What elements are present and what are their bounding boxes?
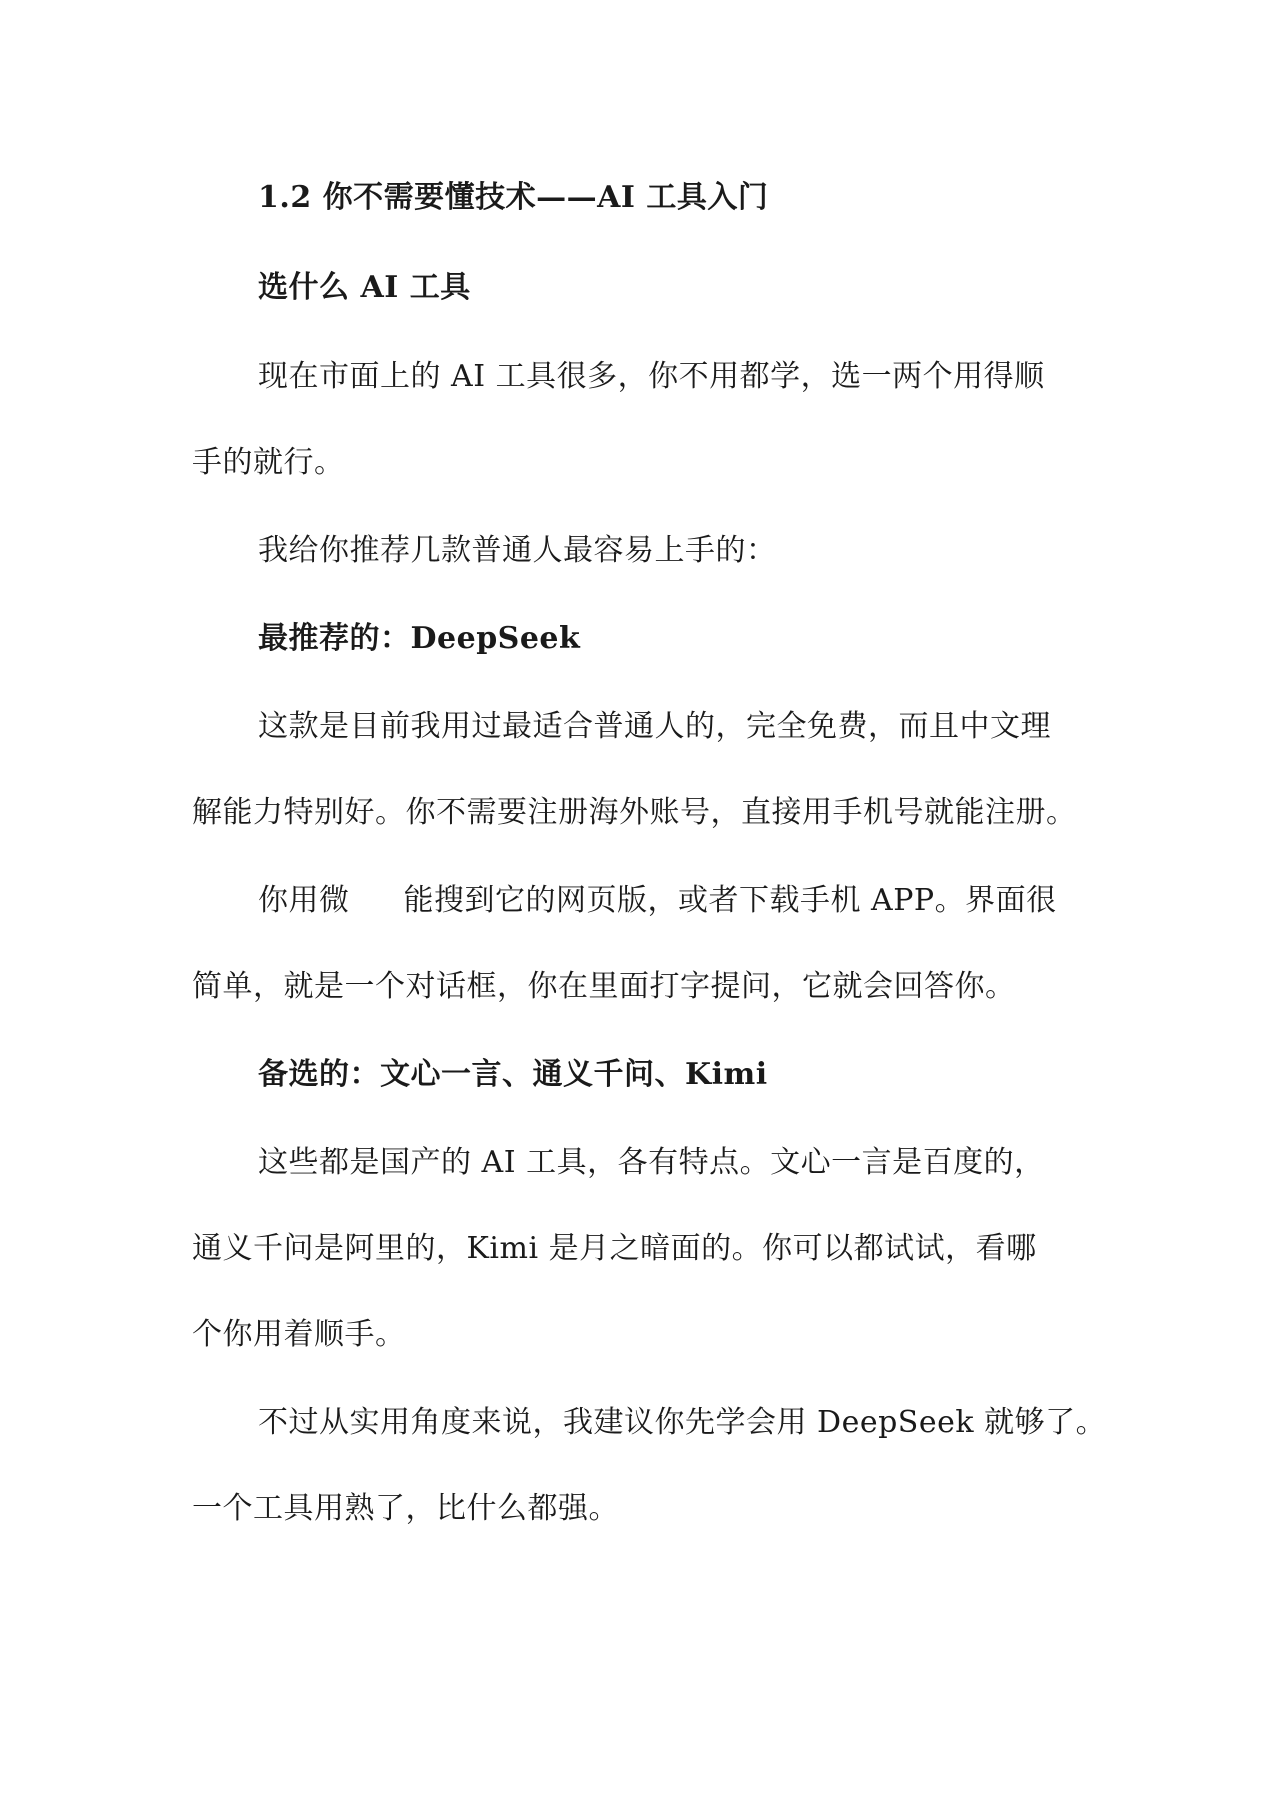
section-title: 1.2 你不需要懂技术——AI 工具入门 bbox=[258, 180, 769, 215]
paragraph-fragment: 你用微 bbox=[258, 883, 350, 918]
paragraph-line: 通义千问是阿里的，Kimi 是月之暗面的。你可以都试试，看哪 bbox=[192, 1231, 1037, 1266]
subheading-recommended: 最推荐的：DeepSeek bbox=[258, 621, 581, 656]
paragraph-line bbox=[258, 881, 1057, 921]
paragraph-line: 手的就行。 bbox=[192, 445, 345, 480]
subheading-choose-tool: 选什么 AI 工具 bbox=[258, 270, 471, 305]
paragraph-line: 我给你推荐几款普通人最容易上手的： bbox=[258, 533, 777, 568]
redaction-mask bbox=[350, 884, 404, 920]
paragraph-line: 这款是目前我用过最适合普通人的，完全免费，而且中文理 bbox=[258, 709, 1051, 744]
paragraph-line: 一个工具用熟了，比什么都强。 bbox=[192, 1491, 619, 1526]
paragraph-fragment: 能搜到它的网页版，或者下载手机 APP。界面很 bbox=[403, 883, 1057, 918]
paragraph-line: 现在市面上的 AI 工具很多，你不用都学，选一两个用得顺 bbox=[258, 359, 1045, 394]
paragraph-line: 简单，就是一个对话框，你在里面打字提问，它就会回答你。 bbox=[192, 969, 1016, 1004]
subheading-alternatives: 备选的：文心一言、通义千问、Kimi bbox=[258, 1057, 768, 1092]
paragraph-line: 解能力特别好。你不需要注册海外账号，直接用手机号就能注册。 bbox=[192, 795, 1077, 830]
paragraph-line: 不过从实用角度来说，我建议你先学会用 DeepSeek 就够了。 bbox=[258, 1405, 1107, 1440]
paragraph-line: 个你用着顺手。 bbox=[192, 1317, 406, 1352]
paragraph-line: 这些都是国产的 AI 工具，各有特点。文心一言是百度的， bbox=[258, 1145, 1045, 1180]
